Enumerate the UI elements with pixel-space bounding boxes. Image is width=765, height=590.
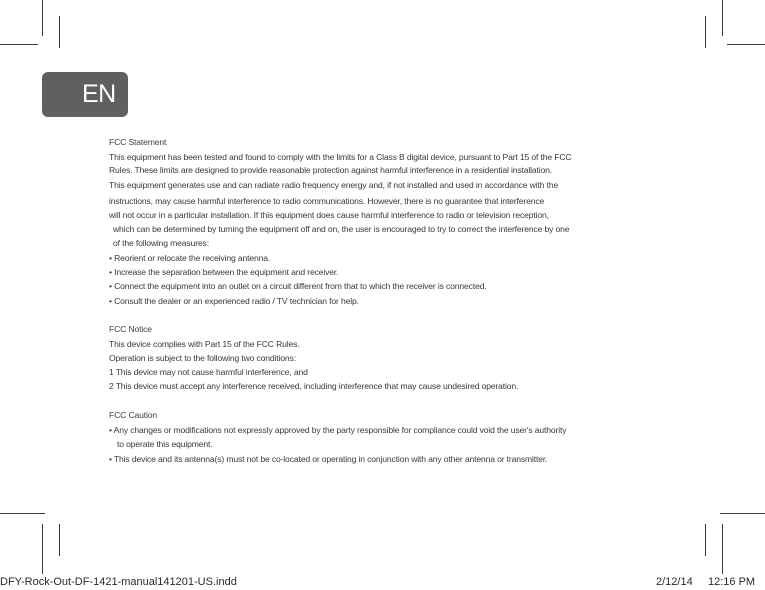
fcc-notice-line: 2 This device must accept any interference received, including interference that may cause undesired operation. <box>109 381 519 391</box>
fcc-statement-line: Rules. These limits are designed to provide reasonable protection against harmful interference in a residential installation. <box>109 165 553 175</box>
fcc-statement-bullet: • Increase the separation between the equipment and receiver. <box>109 267 339 277</box>
slug-date: 2/12/14 <box>656 576 693 588</box>
slug-time: 12:16 PM <box>708 576 756 588</box>
fcc-statement-line: which can be determined by turning the equipment off and on, the user is encouraged to try to correct the interference by one <box>113 224 570 234</box>
fcc-statement-heading: FCC Statement <box>109 137 167 147</box>
fcc-notice-heading: FCC Notice <box>109 324 152 334</box>
fcc-statement-line: instructions, may cause harmful interference to radio communications. However, there is no guarantee that interference <box>109 196 545 206</box>
fcc-statement-line: This equipment generates use and can radiate radio frequency energy and, if not installed and used in accordance with the <box>109 180 559 190</box>
fcc-caution-bullet: • This device and its antenna(s) must not be co-located or operating in conjunction with any other antenna or transmitter. <box>109 454 548 464</box>
language-badge-label: EN <box>82 80 116 108</box>
fcc-statement-bullet: • Connect the equipment into an outlet on a circuit different from that to which the receiver is connected. <box>109 281 487 291</box>
slug-filename: DFY-Rock-Out-DF-1421-manual141201-US.indd <box>0 576 237 588</box>
fcc-caution-bullet: • Any changes or modifications not expressly approved by the party responsible for compliance could void the user's authority <box>109 425 567 435</box>
fcc-statement-bullet: • Consult the dealer or an experienced radio / TV technician for help. <box>109 296 359 306</box>
fcc-statement-line: This equipment has been tested and found to comply with the limits for a Class B digital device, pursuant to Part 15 of the FCC <box>109 152 572 162</box>
fcc-caution-heading: FCC Caution <box>109 410 158 420</box>
fcc-statement-bullet: • Reorient or relocate the receiving antenna. <box>109 253 271 263</box>
fcc-notice-line: 1 This device may not cause harmful interference, and <box>109 367 308 377</box>
fcc-statement-line: of the following measures: <box>113 238 209 248</box>
fcc-notice-line: This device complies with Part 15 of the FCC Rules. <box>109 339 300 349</box>
fcc-statement-line: will not occur in a particular installation. If this equipment does cause harmful interference to radio or television reception, <box>109 210 549 220</box>
fcc-notice-line: Operation is subject to the following two conditions: <box>109 353 296 363</box>
fcc-caution-line: to operate this equipment. <box>117 439 213 449</box>
